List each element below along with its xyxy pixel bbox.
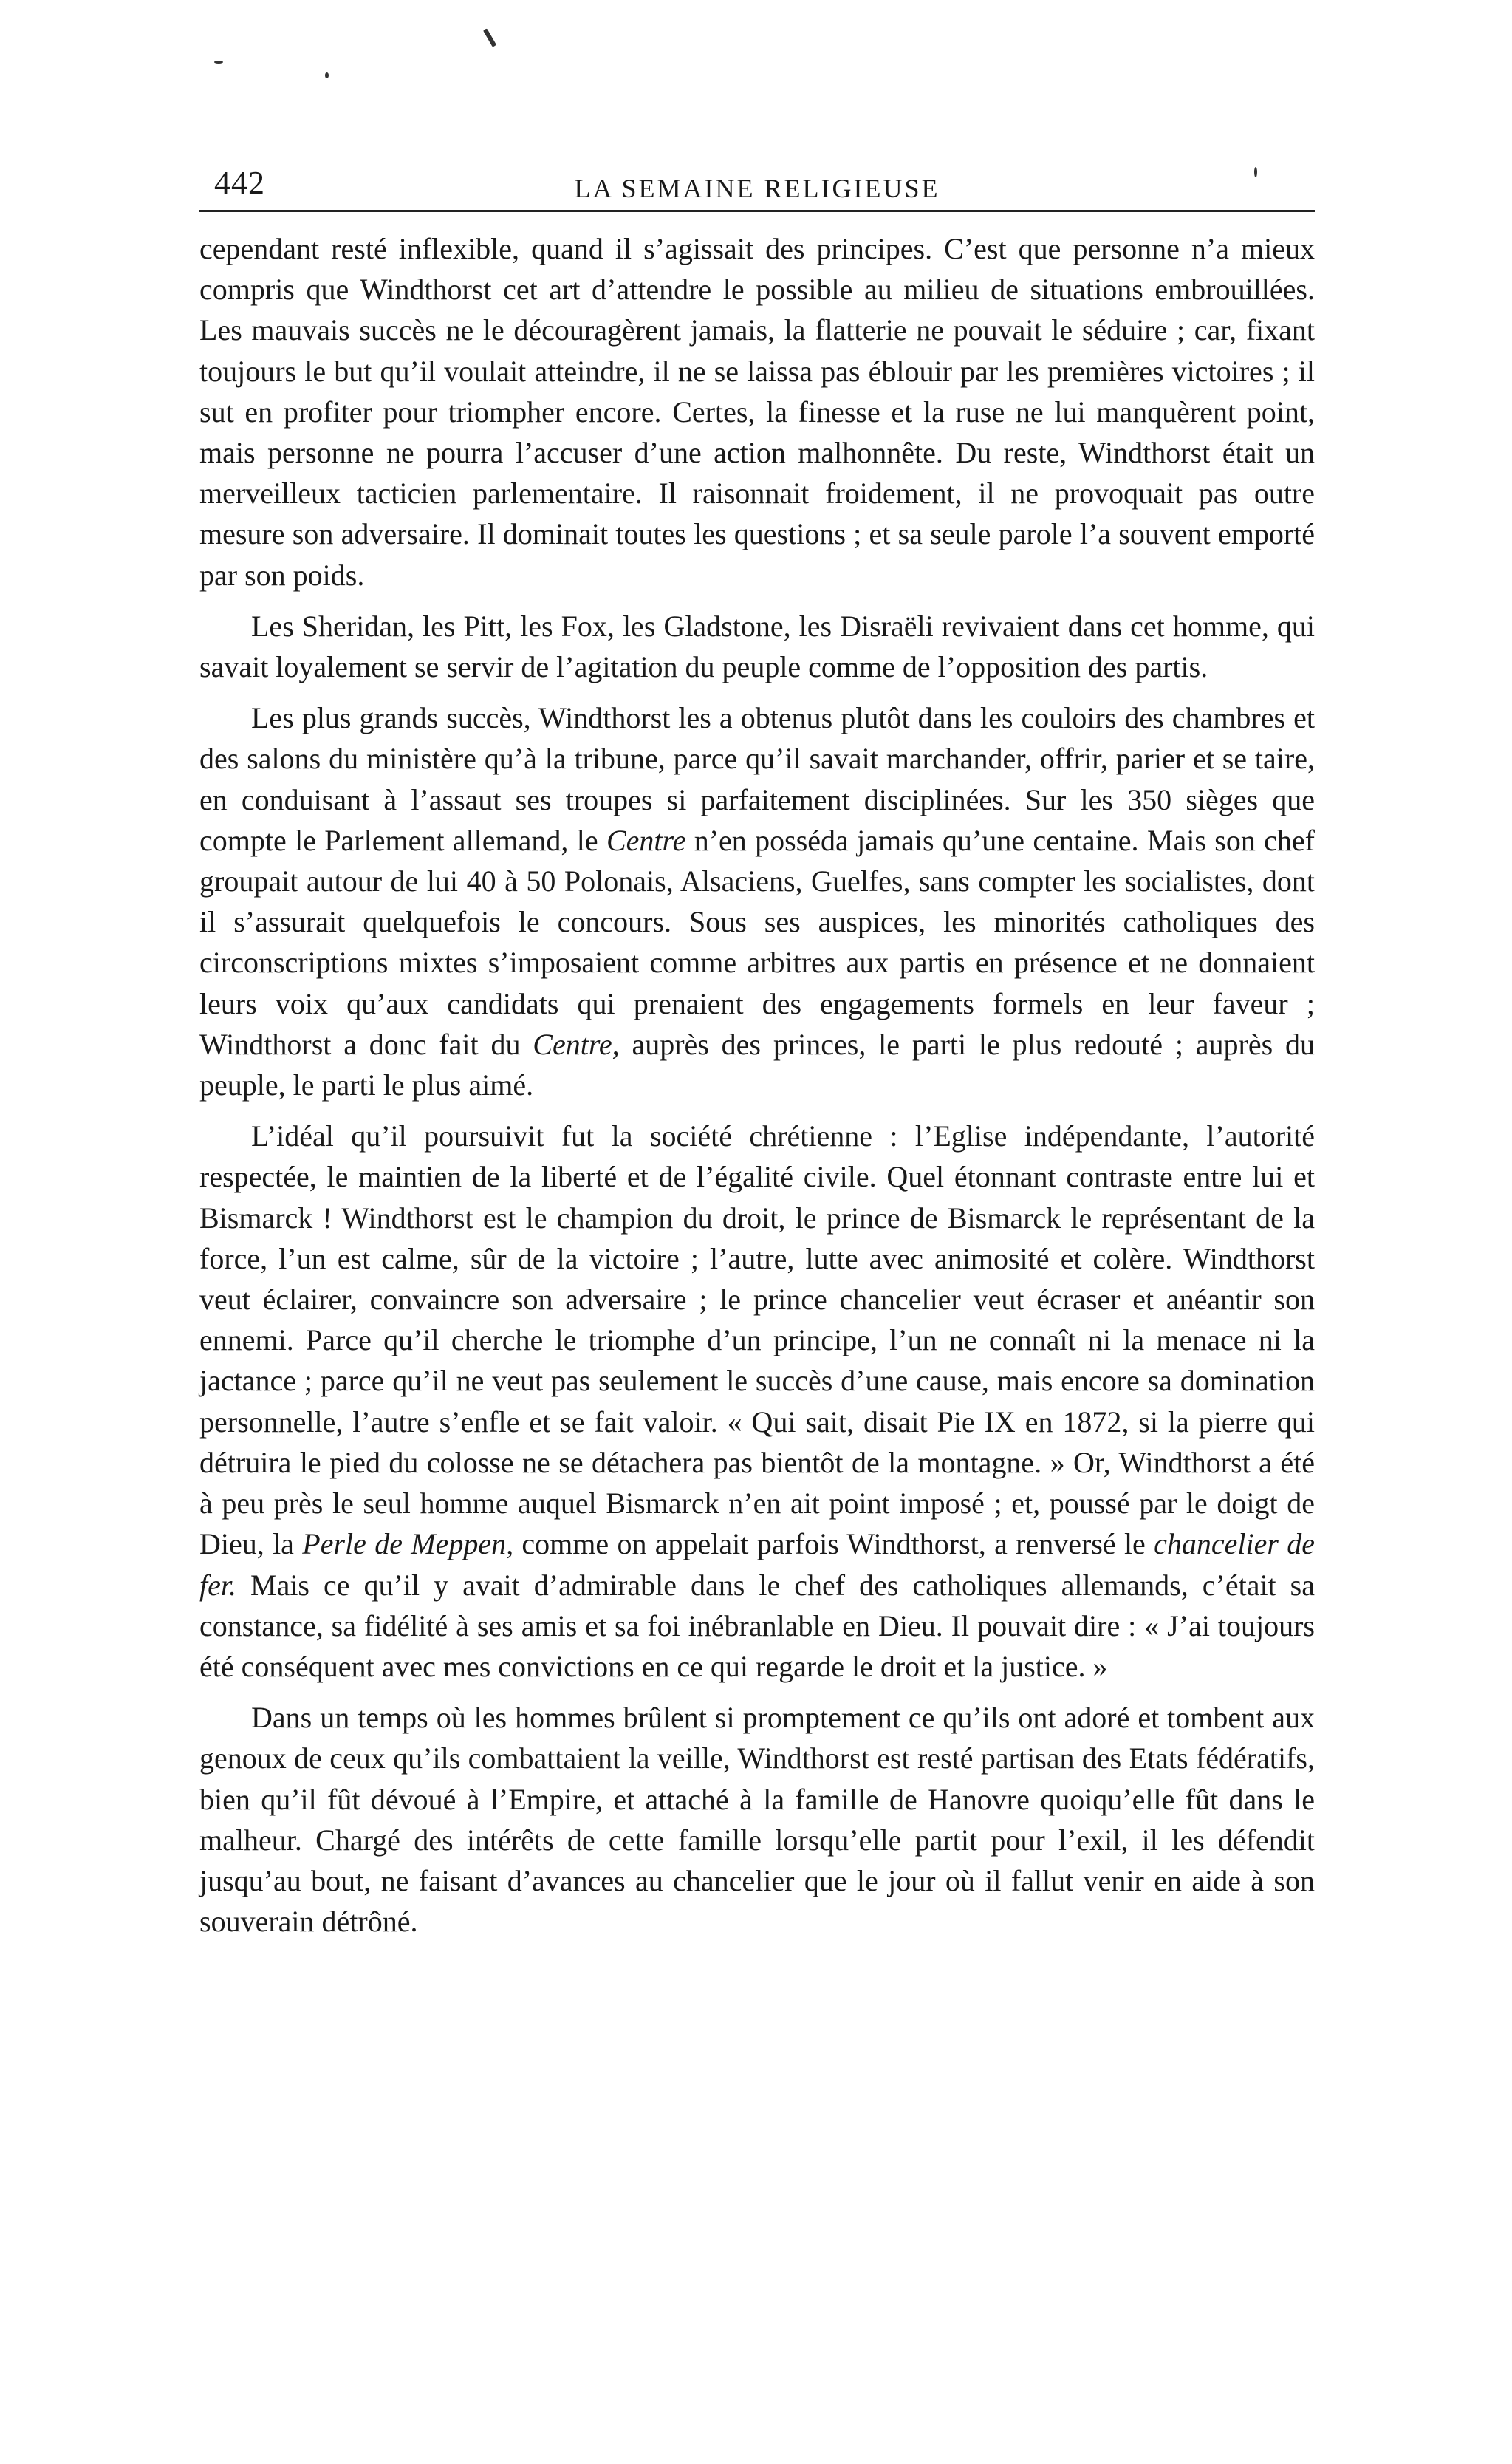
text-run: comme on appelait parfois Windthorst, a renversé le — [513, 1527, 1154, 1561]
header-rule — [199, 210, 1315, 212]
paragraph — [199, 1697, 1315, 1942]
body-text — [199, 228, 1315, 1942]
running-title: LA SEMAINE RELIGIEUSE — [574, 174, 940, 203]
italic-text: chancelier de fer. — [199, 1527, 1316, 1602]
text-run: cependant resté inflexible, quand il s’agissait des principes. C’est que personne n’a mieux compris que Windthorst cet art d’attendre le possible au milieu de situations embrouillées. Les mauvais succès ne le découragèrent jamais, la flatterie ne pouvait le séduire ; car, fixant toujours le but qu’il voulait atteindre, il ne se laissa pas éblouir par les premières victoires ; il sut en profiter pour triompher encore. Certes, la finesse et la ruse ne lui manquèrent point, mais personne ne pourra l’accuser d’une action malhonnête. Du reste, Windthorst était un merveilleux tacticien parlementaire. Il raisonnait froidement, il ne provoquait pas outre mesure son adversaire. Il dominait toutes les questions ; et sa seule parole l’a souvent emporté par son poids. — [199, 232, 1315, 592]
paragraph — [199, 606, 1315, 687]
text-run: n’en posséda jamais qu’une centaine. Mais son chef groupait autour de lui 40 à 50 Polonais, Alsaciens, Guelfes, sans compter les socialistes, dont il s’assurait quelquefois le concours. Sous ses auspices, les minorités catholiques des circonscriptions mixtes s’imposaient comme arbitres aux partis en présence et ne donnaient leurs voix qu’aux candidats qui prenaient des engagements formels en leur faveur ; Windthorst a donc fait du — [199, 823, 1315, 1061]
paragraph — [199, 228, 1315, 595]
italic-text: Centre, — [533, 1027, 620, 1061]
scan-speck — [214, 61, 223, 64]
paragraph — [199, 1116, 1315, 1687]
text-run: Dans un temps où les hommes brûlent si promptement ce qu’ils ont adoré et tombent aux genoux de ceux qu’ils combattaient la veille, Windthorst est resté partisan des Etats fédératifs, bien qu’il fût dévoué à l’Empire, et attaché à la famille de Hanovre quoiqu’elle fût dans le malheur. Chargé des intérêts de cette famille lorsqu’elle partit pour l’exil, il les défendit jusqu’au bout, ne faisant d’avances au chancelier que le jour où il fallut venir en aide à son souverain détrôné. — [199, 1701, 1315, 1939]
text-run: auprès des princes, le parti le plus redouté ; auprès du peuple, le parti le plus aimé. — [199, 1027, 1316, 1102]
scan-speck — [325, 72, 329, 78]
text-run: Les Sheridan, les Pitt, les Fox, les Gladstone, les Disraëli revivaient dans cet homme, qui savait loyalement se servir de l’agitation du peuple comme de l’opposition des partis. — [199, 609, 1315, 684]
text-run: Les plus grands succès, Windthorst les a obtenus plutôt dans les couloirs des chambres et des salons du ministère qu’à la tribune, parce qu’il savait marchander, offrir, parier et se taire, en conduisant à l’assaut ses troupes si parfaitement disciplinées. Sur les 350 sièges que compte le Parlement allemand, le — [199, 701, 1315, 857]
text-run: Mais ce qu’il y avait d’admirable dans le chef des catholiques allemands, c’était sa constance, sa fidélité à ses amis et sa foi inébranlable en Dieu. Il pouvait dire : « J’ai toujours été conséquent avec mes convictions en ce qui regarde le droit et la justice. » — [199, 1568, 1315, 1683]
page-header — [199, 148, 1315, 207]
italic-text: Centre — [606, 823, 686, 857]
paragraph — [199, 697, 1315, 1105]
text-run: L’idéal qu’il poursuivit fut la société chrétienne : l’Eglise indépendante, l’autorité respectée, le maintien de la liberté et de l’égalité civile. Quel étonnant contraste entre lui et Bismarck ! Windthorst est le champion du droit, le prince de Bismarck le représentant de la force, l’un est calme, sûr de la victoire ; l’autre, lutte avec animosité et colère. Windthorst veut éclairer, convaincre son adversaire ; le prince chancelier veut écraser et anéantir son ennemi. Parce qu’il cherche le triomphe d’un principe, l’un ne connaît ni la menace ni la jactance ; parce qu’il ne veut pas seulement le succès d’une cause, mais encore sa domination personnelle, l’autre s’enfle et se fait valoir. « Qui sait, disait Pie IX en 1872, si la pierre qui détruira le pied du colosse ne se détachera pas bientôt de la montagne. » Or, Windthorst a été à peu près le seul homme auquel Bismarck n’en ait point imposé ; et, poussé par le doigt de Dieu, la — [199, 1119, 1315, 1561]
italic-text: Perle de Meppen, — [302, 1527, 514, 1561]
document-page — [199, 148, 1315, 1942]
scan-speck — [483, 28, 496, 47]
page-number: 442 — [214, 165, 265, 201]
scan-speck — [1254, 167, 1257, 177]
